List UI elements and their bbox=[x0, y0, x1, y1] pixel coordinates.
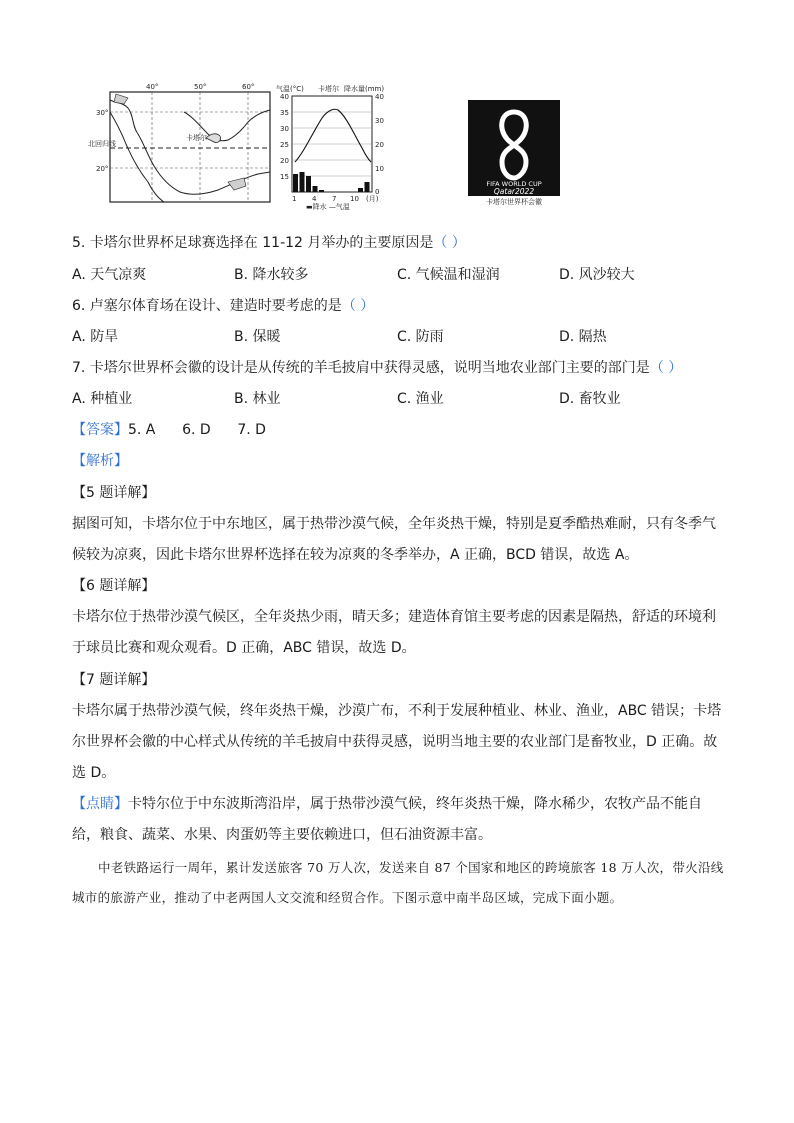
answer-text: 5. A 6. D 7. D bbox=[128, 422, 266, 438]
climate-right-tick: 0 bbox=[375, 188, 380, 196]
section-title-5: 【5 题详解】 bbox=[72, 485, 156, 501]
option-a: A. 天气凉爽 bbox=[72, 267, 147, 283]
section-title-7: 【7 题详解】 bbox=[72, 672, 156, 688]
climate-right-tick: 30 bbox=[375, 117, 384, 125]
map-lat-label: 30° bbox=[96, 109, 109, 117]
question-7 bbox=[72, 358, 682, 378]
option-d: D. 隔热 bbox=[559, 329, 607, 345]
climate-left-tick: 15 bbox=[280, 173, 289, 181]
answer-paren: （ ） bbox=[649, 360, 683, 376]
option-c: C. 渔业 bbox=[397, 391, 444, 407]
qatar-2022-emblem bbox=[468, 100, 560, 206]
answer-paren: （ ） bbox=[433, 235, 466, 251]
answer-line bbox=[72, 420, 266, 440]
climate-x-tick: 4 bbox=[312, 195, 317, 203]
section-title-6: 【6 题详解】 bbox=[72, 578, 156, 594]
answer-paren: （ ） bbox=[341, 298, 375, 314]
intro-paragraph: 中老铁路运行一周年，累计发送旅客 70 万人次，发送来自 87 个国家和地区的跨境旅客 18 万人次，带火沿线城市的旅游产业，推动了中老两国人文交流和经贸合作。下图示意中南半岛区域，完成下面小题。 bbox=[72, 860, 724, 905]
climate-left-tick: 25 bbox=[280, 141, 289, 149]
tip-tag: 【点睛】 bbox=[72, 796, 128, 812]
emblem-line1: FIFA WORLD CUP bbox=[486, 180, 542, 188]
tip-paragraph bbox=[72, 789, 724, 851]
option-b: B. 林业 bbox=[234, 391, 281, 407]
map-lon-label: 40° bbox=[146, 83, 159, 91]
map-lon-label: 60° bbox=[242, 83, 255, 91]
climate-x-tick: 10 bbox=[350, 195, 359, 203]
climate-left-tick: 35 bbox=[280, 109, 289, 117]
climate-left-tick: 20 bbox=[280, 157, 289, 165]
option-c: C. 防雨 bbox=[397, 329, 444, 345]
option-d: D. 风沙较大 bbox=[559, 267, 635, 283]
climate-left-title: 气温(°C) bbox=[276, 85, 304, 93]
map-lat-label: 20° bbox=[96, 165, 109, 173]
emblem-line2: Qatar2022 bbox=[493, 187, 535, 196]
question-stem: 5. 卡塔尔世界杯足球赛选择在 11-12 月举办的主要原因是 bbox=[72, 235, 434, 251]
section-body-7: 卡塔尔属于热带沙漠气候，终年炎热干燥，沙漠广布，不利于发展种植业、林业、渔业，ABC 错误；卡塔尔世界杯会徽的中心样式从传统的羊毛披肩中获得灵感，说明当地主要的农业部门是畜牧业，D 正确。故选 D。 bbox=[72, 703, 722, 781]
climate-right-tick: 40 bbox=[375, 93, 384, 101]
climate-right-tick: 10 bbox=[375, 165, 384, 173]
question-stem: 7. 卡塔尔世界杯会徽的设计是从传统的羊毛披肩中获得灵感，说明当地农业部门主要的部门是 bbox=[72, 360, 650, 376]
option-b: B. 降水较多 bbox=[234, 267, 309, 283]
emblem-caption: 卡塔尔世界杯会徽 bbox=[486, 198, 542, 206]
question-5 bbox=[72, 233, 466, 253]
climate-mid-title: 卡塔尔 bbox=[318, 85, 339, 93]
section-body-6: 卡塔尔位于热带沙漠气候区，全年炎热少雨，晴天多；建造体育馆主要考虑的因素是隔热，舒适的环境利于球员比赛和观众观看。D 正确，ABC 错误，故选 D。 bbox=[72, 609, 716, 656]
climate-x-tick: 7 bbox=[332, 195, 337, 203]
question-6 bbox=[72, 296, 374, 316]
climate-x-tick: (月) bbox=[366, 195, 379, 203]
option-d: D. 畜牧业 bbox=[559, 391, 621, 407]
qatar-climate-chart bbox=[276, 82, 390, 210]
section-body-5: 据图可知，卡塔尔位于中东地区，属于热带沙漠气候，全年炎热干燥，特别是夏季酷热难耐，只有冬季气候较为凉爽，因此卡塔尔世界杯选择在较为凉爽的冬季举办，A 正确，BCD 错误，故选 A。 bbox=[72, 516, 716, 563]
answer-tag: 【答案】 bbox=[72, 422, 128, 438]
option-b: B. 保暖 bbox=[234, 329, 281, 345]
climate-x-tick: 1 bbox=[292, 195, 297, 203]
analysis-tag: 【解析】 bbox=[72, 453, 128, 469]
climate-left-tick: 40 bbox=[280, 93, 289, 101]
climate-legend: ▬降水 —气温 bbox=[306, 203, 350, 210]
climate-right-title: 降水量(mm) bbox=[344, 85, 385, 93]
tip-text: 卡特尔位于中东波斯湾沿岸，属于热带沙漠气候，终年炎热干燥，降水稀少，农牧产品不能自给，粮食、蔬菜、水果、肉蛋奶等主要依赖进口，但石油资源丰富。 bbox=[72, 796, 702, 843]
option-c: C. 气候温和湿润 bbox=[397, 267, 500, 283]
map-lon-label: 50° bbox=[194, 83, 207, 91]
climate-left-tick: 30 bbox=[280, 125, 289, 133]
option-a: A. 种植业 bbox=[72, 391, 133, 407]
option-a: A. 防旱 bbox=[72, 329, 119, 345]
map-place-label: 卡塔尔 bbox=[186, 134, 207, 142]
middle-east-map bbox=[88, 82, 274, 206]
climate-right-tick: 20 bbox=[375, 141, 384, 149]
question-stem: 6. 卢塞尔体育场在设计、建造时要考虑的是 bbox=[72, 298, 342, 314]
map-tropic-label: 北回归线 bbox=[88, 140, 116, 148]
